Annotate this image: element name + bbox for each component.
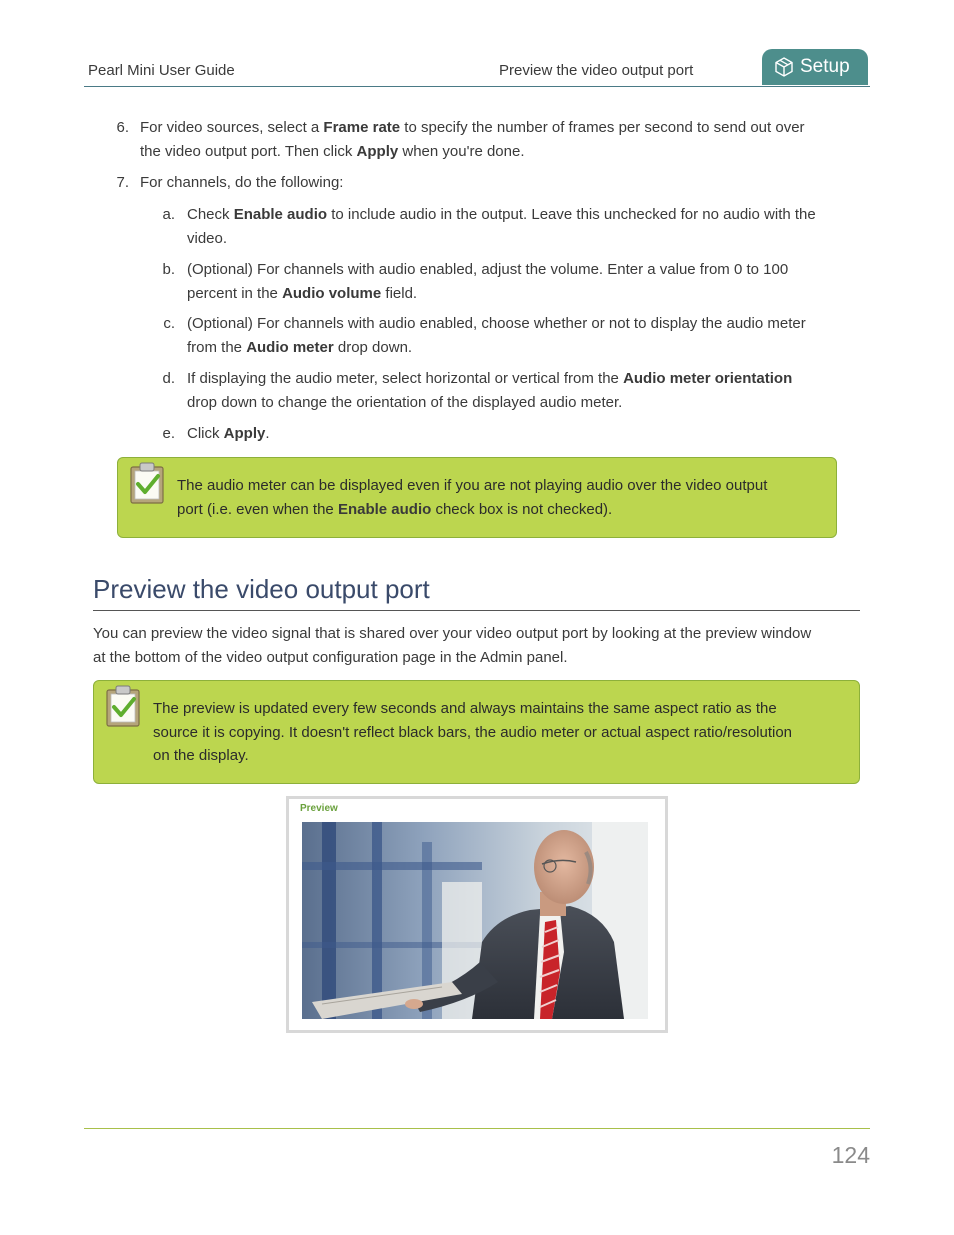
- step-6: [0, 116, 954, 164]
- preview-panel: [286, 796, 668, 1033]
- header-rule: [84, 86, 870, 87]
- step-text: For video sources, select a: [140, 119, 324, 136]
- preview-video-image: [302, 822, 648, 1019]
- clipboard-check-icon: [128, 461, 166, 505]
- ui-term-audio-meter-orientation: Audio meter orientation: [623, 370, 793, 387]
- ui-term-audio-volume: Audio volume: [282, 284, 382, 302]
- ui-term-audio-meter: Audio meter: [246, 338, 334, 356]
- paragraph-line: You can preview the video signal that is shared over your video output port by looking at the preview window: [93, 625, 812, 642]
- page-number: 124: [831, 1142, 870, 1168]
- substep-a: [0, 203, 954, 251]
- step-text: For channels, do the following:: [140, 174, 344, 191]
- substep-letter: e.: [162, 425, 175, 442]
- note-text: source it is copying. It doesn't reflect black bars, the audio meter or actual aspect ratio/resolution: [153, 723, 793, 741]
- substep-text: video.: [187, 229, 228, 247]
- step-7: [0, 171, 954, 195]
- substep-text: drop down to change the orientation of the displayed audio meter.: [187, 393, 623, 411]
- setup-tab[interactable]: [762, 49, 868, 85]
- section-rule: [93, 610, 860, 611]
- ui-term-enable-audio: Enable audio: [233, 206, 328, 223]
- substep-letter: c.: [163, 315, 175, 332]
- step-text: to specify the number of frames per second to send out over: [400, 119, 805, 136]
- ui-term-frame-rate: Frame rate: [323, 119, 401, 136]
- note-box-audio-meter: [117, 457, 837, 538]
- note-text: The preview is updated every few seconds and always maintains the same aspect ratio as the: [153, 700, 777, 717]
- step-text: when you're done.: [398, 142, 525, 160]
- substep-d: [0, 367, 954, 415]
- substep-text: If displaying the audio meter, select horizontal or vertical from the: [187, 370, 624, 387]
- footer-rule: [84, 1128, 870, 1129]
- substep-text: (Optional) For channels with audio enabled, choose whether or not to display the audio meter: [187, 315, 806, 332]
- note-text: port (i.e. even when the: [177, 500, 338, 518]
- substep-text: (Optional) For channels with audio enabled, adjust the volume. Enter a value from 0 to 100: [187, 261, 789, 278]
- substep-text: drop down.: [333, 338, 413, 356]
- section-paragraph: [93, 622, 863, 670]
- substep-text: Click: [187, 425, 224, 442]
- running-section-title: Preview the video output port: [499, 62, 694, 79]
- substep-text: to include audio in the output. Leave this unchecked for no audio with the: [327, 206, 816, 223]
- substep-letter: b.: [162, 261, 175, 278]
- paragraph-line: at the bottom of the video output configuration page in the Admin panel.: [93, 649, 568, 666]
- ui-term-apply: Apply: [223, 425, 266, 442]
- step-number: 7.: [116, 174, 129, 191]
- section-heading: Preview the video output port: [93, 574, 430, 604]
- substep-text: from the: [187, 338, 247, 356]
- note-text: check box is not checked).: [431, 500, 613, 518]
- note-text: on the display.: [153, 747, 249, 764]
- step-number: 6.: [116, 119, 129, 136]
- guide-title: Pearl Mini User Guide: [88, 62, 235, 79]
- substep-letter: d.: [162, 370, 175, 387]
- ui-term-apply: Apply: [356, 142, 399, 160]
- step-text: the video output port. Then click: [140, 142, 357, 160]
- substep-b: [0, 258, 954, 306]
- substep-text: Check: [187, 206, 234, 223]
- cube-icon: [774, 57, 794, 77]
- substep-text: field.: [381, 284, 418, 302]
- substep-e: [0, 422, 954, 446]
- clipboard-check-icon: [104, 684, 142, 728]
- ui-term-enable-audio: Enable audio: [337, 500, 432, 518]
- substep-text: percent in the: [187, 284, 283, 302]
- setup-tab-label: Setup: [800, 56, 850, 77]
- substep-letter: a.: [162, 206, 175, 223]
- note-box-preview: [93, 680, 860, 784]
- substep-c: [0, 312, 954, 360]
- substep-text: .: [265, 425, 270, 442]
- preview-label: Preview: [300, 803, 338, 814]
- note-text: The audio meter can be displayed even if you are not playing audio over the video output: [177, 477, 768, 494]
